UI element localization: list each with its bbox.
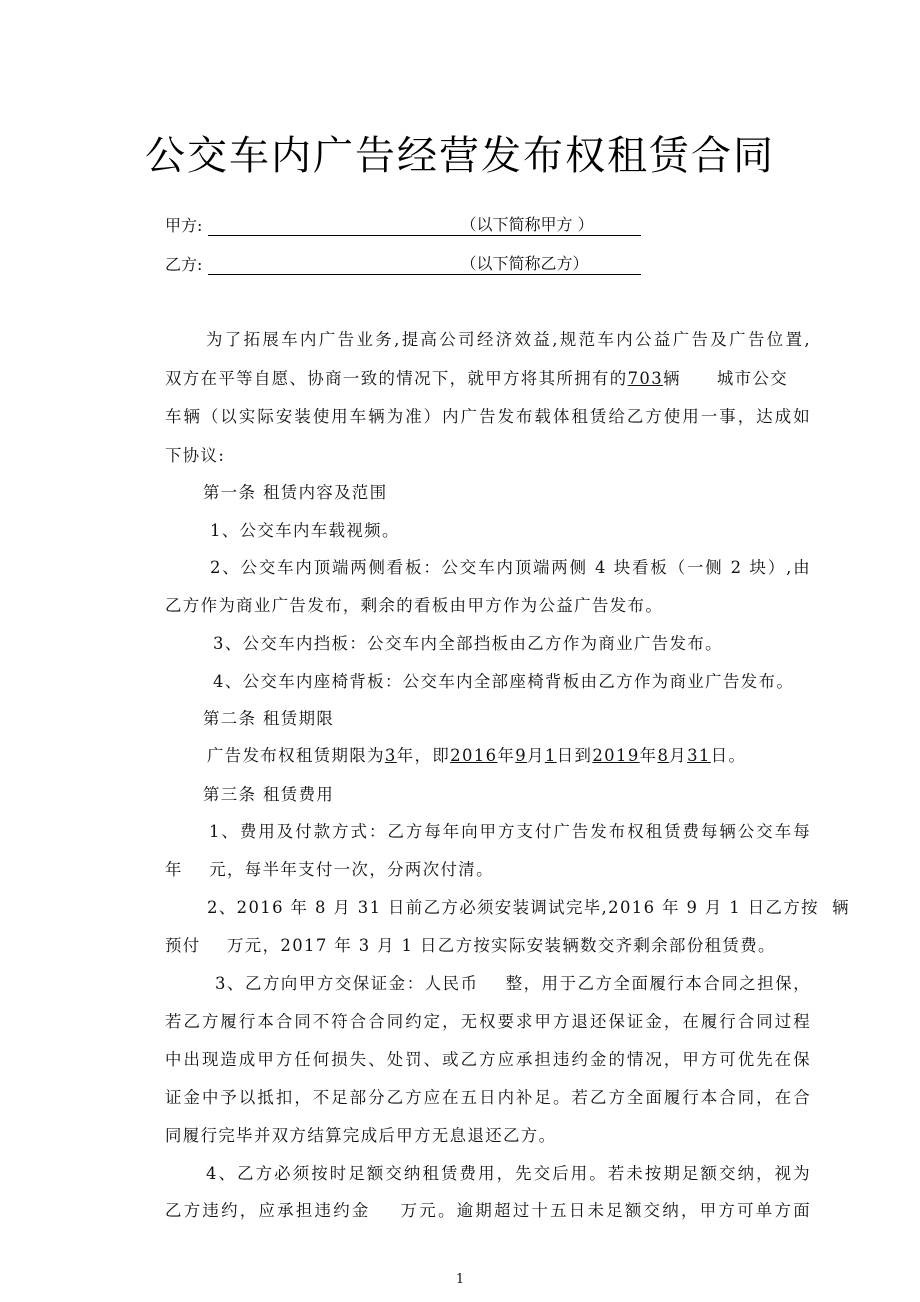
party-a-line bbox=[165, 215, 641, 236]
article-1-item-2-cont: 乙方作为商业广告发布，剩余的看板由甲方作为公益广告发布。 bbox=[165, 596, 664, 615]
party-b-line bbox=[165, 254, 641, 275]
article-1-item-3: 3、公交车内挡板：公交车内全部挡板由乙方作为商业广告发布。 bbox=[213, 634, 723, 653]
article-3-p3-cont: 中出现造成甲方任何损失、处罚、或乙方应承担违约金的情况，甲方可优先在保 bbox=[165, 1050, 811, 1069]
article-1-item-4: 4、公交车内座椅背板：公交车内全部座椅背板由乙方作为商业广告发布。 bbox=[213, 672, 795, 691]
term-text: 日到 bbox=[556, 746, 593, 765]
intro-line-4: 下协议: bbox=[165, 446, 226, 465]
article-2-heading: 第二条 租赁期限 bbox=[203, 709, 335, 728]
start-day: 1 bbox=[544, 746, 557, 765]
intro-text: 双方在平等自愿、协商一致的情况下，就甲方将其所拥有的 bbox=[165, 369, 628, 388]
article-3-p4: 4、乙方必须按时足额交纳租赁费用，先交后用。若未按期足额交纳，视为 bbox=[206, 1164, 811, 1183]
article-3-p2: 2、2016 年 8 月 31 日前乙方必须安装调试完毕,2016 年 9 月 1 日乙方按 辆 bbox=[207, 898, 850, 917]
intro-text: 辆 bbox=[663, 369, 681, 388]
term-text: 月 bbox=[527, 746, 545, 765]
article-1-item-1: 1、公交车内车载视频。 bbox=[210, 521, 400, 540]
article-1-item-2: 2、公交车内顶端两侧看板：公交车内顶端两侧 4 块看板（一侧 2 块）,由 bbox=[210, 558, 811, 577]
document-title: 公交车内广告经营发布权租赁合同 bbox=[145, 133, 775, 179]
article-3-p1: 1、费用及付款方式：乙方每年向甲方支付广告发布权租赁费每辆公交车每 bbox=[209, 822, 811, 841]
party-a-note: （以下简称甲方 ） bbox=[456, 215, 641, 236]
bus-count: 703 bbox=[627, 369, 664, 388]
page-number: 1 bbox=[455, 1272, 465, 1287]
article-3-heading: 第三条 租赁费用 bbox=[203, 785, 335, 804]
article-3-p2-cont: 预付 万元，2017 年 3 月 1 日乙方按实际安装辆数交齐剩余部份租赁费。 bbox=[165, 936, 776, 955]
article-3-p3: 3、乙方向甲方交保证金：人民币 整，用于乙方全面履行本合同之担保， bbox=[215, 974, 811, 993]
article-3-p1-cont: 年 元，每半年支付一次，分两次付清。 bbox=[165, 860, 494, 879]
term-text: 年 bbox=[639, 746, 658, 765]
end-month: 8 bbox=[657, 746, 670, 765]
party-b-label: 乙方: bbox=[165, 255, 203, 274]
article-3-p4-cont: 乙方违约，应承担违约金 万元。逾期超过十五日未足额交纳，甲方可单方面 bbox=[165, 1201, 811, 1220]
intro-line-3: 车辆（以实际安装使用车辆为准）内广告发布载体租赁给乙方使用一事，达成如 bbox=[165, 407, 811, 426]
article-3-p3-cont: 证金中予以抵扣，不足部分乙方应在五日内补足。若乙方全面履行本合同，在合 bbox=[165, 1088, 811, 1107]
intro-text: 城市公交 bbox=[716, 369, 789, 388]
intro-line-1: 为了拓展车内广告业务,提高公司经济效益,规范车内公益广告及广告位置, bbox=[206, 330, 811, 349]
term-text: 月 bbox=[669, 746, 688, 765]
article-2-term bbox=[207, 746, 746, 766]
end-year: 2019 bbox=[592, 746, 640, 765]
article-3-p3-cont: 若乙方履行本合同不符合合同约定，无权要求甲方退还保证金，在履行合同过程 bbox=[165, 1012, 811, 1031]
start-year: 2016 bbox=[450, 746, 498, 765]
term-text: 日。 bbox=[710, 746, 747, 765]
end-day: 31 bbox=[687, 746, 711, 765]
start-month: 9 bbox=[515, 746, 528, 765]
party-b-note: （以下简称乙方） bbox=[456, 254, 641, 275]
article-3-p3-cont: 同履行完毕并双方结算完成后甲方无息退还乙方。 bbox=[165, 1126, 557, 1145]
term-text: 广告发布权租赁期限为 bbox=[207, 746, 385, 765]
term-text: 年 bbox=[497, 746, 516, 765]
party-a-blank bbox=[208, 219, 456, 236]
party-a-label: 甲方: bbox=[165, 216, 203, 235]
intro-line-2 bbox=[165, 369, 788, 389]
term-years: 3 bbox=[384, 746, 397, 765]
term-text: 年，即 bbox=[396, 746, 451, 765]
party-b-blank bbox=[208, 258, 456, 275]
article-1-heading: 第一条 租赁内容及范围 bbox=[203, 483, 388, 502]
